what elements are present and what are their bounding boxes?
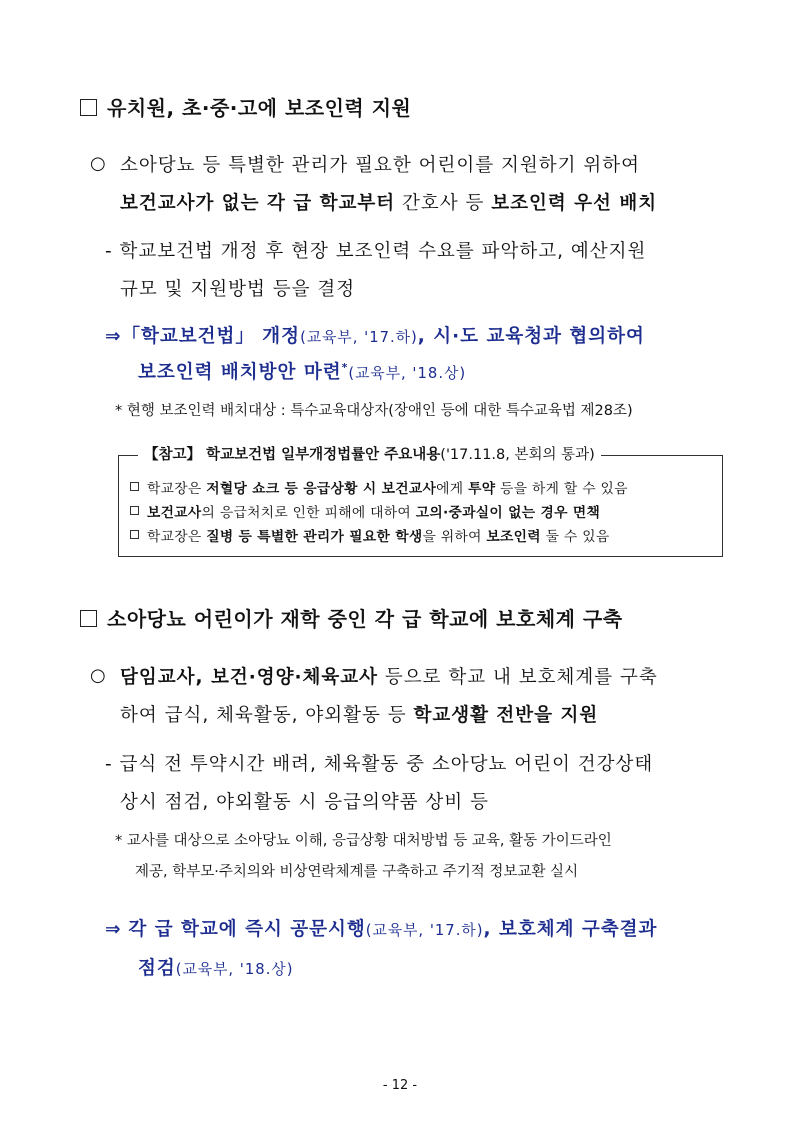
s1-sub1-line2: 규모 및 지원방법 등을 결정 [120, 279, 356, 300]
reference-line3-segment: 학교장은 [147, 529, 207, 545]
reference-line1-segment: 저혈당 쇼크 등 응급상황 시 보건교사 [206, 481, 437, 497]
s2-arrow-line2 [138, 954, 293, 980]
s2-arrow-line1 [105, 915, 657, 941]
reference-line3-segment: 둘 수 있음 [540, 529, 610, 545]
s1-arrow-line2 [138, 358, 466, 384]
section-2-heading [80, 603, 623, 632]
reference-line-2-text [147, 505, 600, 521]
reference-line3-segment: 보조인력 [486, 529, 541, 545]
checkbox-square-icon [80, 99, 97, 116]
reference-line-3-text [147, 529, 610, 545]
s2-item1-line2 [120, 701, 598, 727]
bullet-circle-icon: ○ [90, 665, 106, 686]
section-2-title: 소아당뇨 어린이가 재학 중인 각 급 학교에 보호체계 구축 [107, 607, 623, 631]
s1-item1-line1: 소아당뇨 등 특별한 관리가 필요한 어린이를 지원하기 위하여 [120, 155, 640, 176]
s1-arrow-date-b: (교육부, '18.상) [348, 365, 467, 382]
s2-footnote-line1: * 교사를 대상으로 소아당뇨 이해, 응급상황 대처방법 등 교육, 활동 가이드라인 [115, 833, 612, 849]
bullet-circle-icon: ○ [90, 153, 106, 174]
reference-line-2 [130, 501, 600, 521]
s2-item1-bold: 담임교사, 보건·영양·체육교사 [120, 667, 378, 688]
s2-item1-line1 [120, 663, 658, 689]
s1-footnote: * 현행 보조인력 배치대상 : 특수교육대상자(장애인 등에 대한 특수교육법 제28조) [115, 403, 633, 419]
reference-line1-segment: 투약 [468, 481, 496, 497]
s1-item1-mid: 간호사 등 [395, 193, 492, 214]
s2-arrow-text-c: , 보호체계 구축결과 [483, 919, 658, 940]
s1-arrow-text-2a: 보조인력 배치방안 마련 [138, 362, 342, 383]
reference-box-title [138, 443, 601, 464]
s1-arrow-star: * [341, 360, 349, 374]
s1-arrow-line1 [105, 322, 645, 348]
reference-box-title-bold: 【참고】 학교보건법 일부개정법률안 주요내용 [144, 447, 441, 463]
section-1-heading [80, 92, 411, 121]
reference-line1-segment: 에게 [436, 481, 469, 497]
s1-arrow-text-c: , 시·도 교육청과 협의하여 [417, 326, 645, 347]
reference-line2-segment: 고의·중과실이 없는 경우 면책 [415, 505, 601, 521]
double-arrow-icon: ⇒ [105, 919, 122, 940]
double-arrow-icon: ⇒ [105, 326, 122, 347]
s2-item1-rest: 등으로 학교 내 보호체계를 구축 [377, 667, 658, 688]
s2-sub1-line2: 상시 점검, 야외활동 시 응급의약품 상비 등 [120, 792, 489, 813]
s2-footnote-line2: 제공, 학부모·주치의와 비상연락체계를 구축하고 주기적 정보교환 실시 [135, 864, 579, 880]
reference-line-1 [130, 477, 628, 497]
s2-item1-line2-bold: 학교생활 전반을 지원 [413, 705, 599, 726]
s1-arrow-date-a: (교육부, '17.하) [300, 329, 418, 346]
s2-item1-line2-a: 하여 급식, 체육활동, 야외활동 등 [120, 705, 414, 726]
page-number: - 12 - [382, 1078, 418, 1093]
s1-item1-bold-b: 보조인력 우선 배치 [491, 193, 658, 214]
reference-box-title-rest: ('17.11.8, 본회의 통과) [440, 447, 595, 463]
s2-arrow-date-a: (교육부, '17.하) [365, 922, 484, 939]
s1-item1-line2 [120, 189, 657, 215]
checkbox-square-icon [80, 610, 97, 627]
reference-line-3 [130, 525, 610, 545]
reference-line-1-text [147, 481, 628, 497]
small-square-bullet-icon [130, 530, 139, 539]
reference-line1-segment: 등을 하게 할 수 있음 [495, 481, 628, 497]
s2-sub1-line1: - 급식 전 투약시간 배려, 체육활동 중 소아당뇨 어린이 건강상태 [105, 754, 654, 775]
reference-line3-segment: 질병 등 특별한 관리가 필요한 학생 [206, 529, 423, 545]
s2-arrow-date-b: (교육부, '18.상) [175, 961, 294, 978]
section-1-title: 유치원, 초·중·고에 보조인력 지원 [107, 96, 412, 120]
reference-line1-segment: 학교장은 [147, 481, 207, 497]
s1-sub1-line1: - 학교보건법 개정 후 현장 보조인력 수요를 파악하고, 예산지원 [105, 241, 647, 262]
s2-arrow-text-a: 각 급 학교에 즉시 공문시행 [128, 919, 366, 940]
reference-line2-segment: 보건교사 [147, 505, 202, 521]
reference-line2-segment: 의 응급처치로 인한 피해에 대하여 [201, 505, 416, 521]
reference-line3-segment: 을 위하여 [422, 529, 487, 545]
s1-arrow-text-a: 「학교보건법」 개정 [121, 326, 301, 347]
s2-arrow-text-2a: 점검 [138, 958, 176, 979]
s1-item1-bold-a: 보건교사가 없는 각 급 학교부터 [120, 193, 396, 214]
small-square-bullet-icon [130, 482, 139, 491]
small-square-bullet-icon [130, 506, 139, 515]
